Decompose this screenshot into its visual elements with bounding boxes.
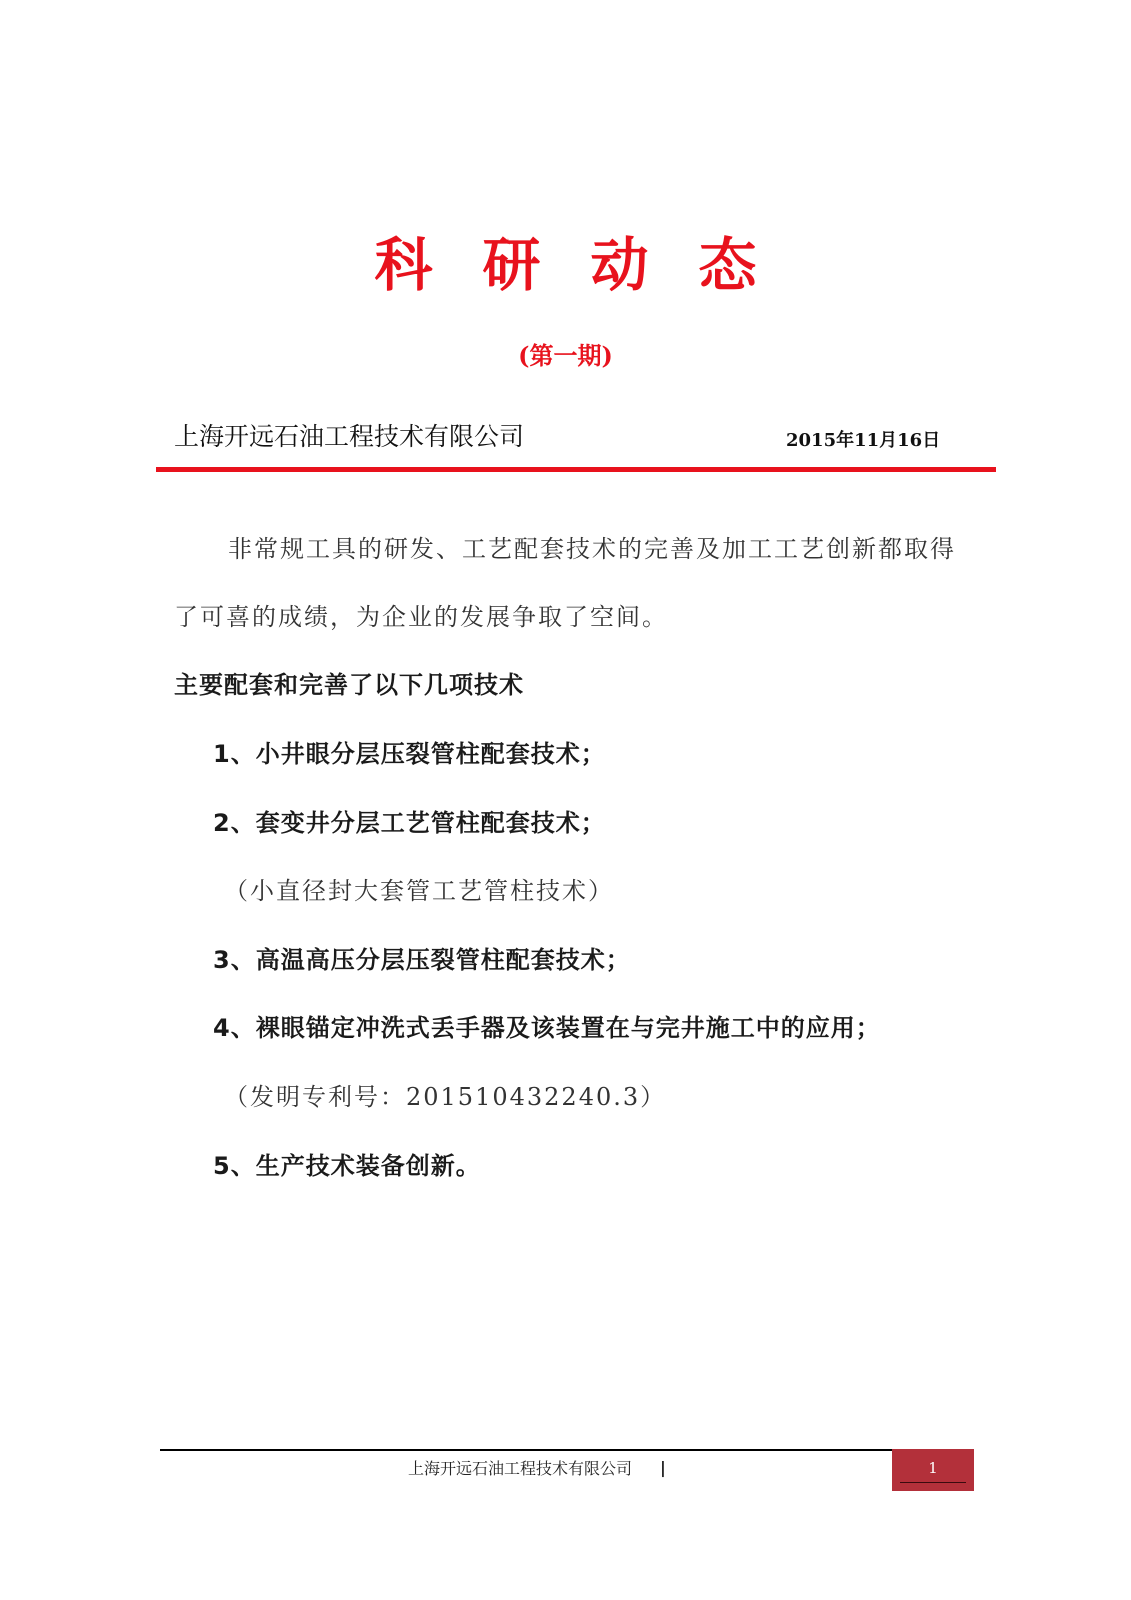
list-item-note: （小直径封大套管工艺管柱技术） — [224, 877, 614, 905]
patent-note: （发明专利号：201510432240.3） — [224, 1083, 667, 1111]
intro-line-2: 了可喜的成绩，为企业的发展争取了空间。 — [174, 603, 668, 631]
footer-separator: | — [660, 1458, 666, 1477]
footer-company: 上海开远石油工程技术有限公司 — [408, 1459, 633, 1478]
list-item: 1、小井眼分层压裂管柱配套技术； — [213, 740, 606, 768]
footer-rule — [160, 1449, 892, 1451]
intro-line-1: 非常规工具的研发、工艺配套技术的完善及加工工艺创新都取得 — [228, 535, 956, 563]
issue-number: (第一期) — [518, 341, 613, 370]
page-number-underline — [900, 1482, 966, 1483]
page-number: 1 — [928, 1459, 938, 1477]
company-name: 上海开远石油工程技术有限公司 — [174, 422, 525, 451]
list-item: 4、裸眼锚定冲洗式丢手器及该装置在与完井施工中的应用； — [213, 1014, 881, 1042]
header-divider — [156, 467, 996, 472]
document-title: 科研动态 — [374, 231, 807, 299]
list-item: 5、生产技术装备创新。 — [213, 1152, 481, 1180]
list-item: 3、高温高压分层压裂管柱配套技术； — [213, 946, 631, 974]
section-heading: 主要配套和完善了以下几项技术 — [174, 671, 524, 699]
list-item: 2、套变井分层工艺管柱配套技术； — [213, 809, 606, 837]
publish-date: 2015年11月16日 — [786, 430, 941, 451]
